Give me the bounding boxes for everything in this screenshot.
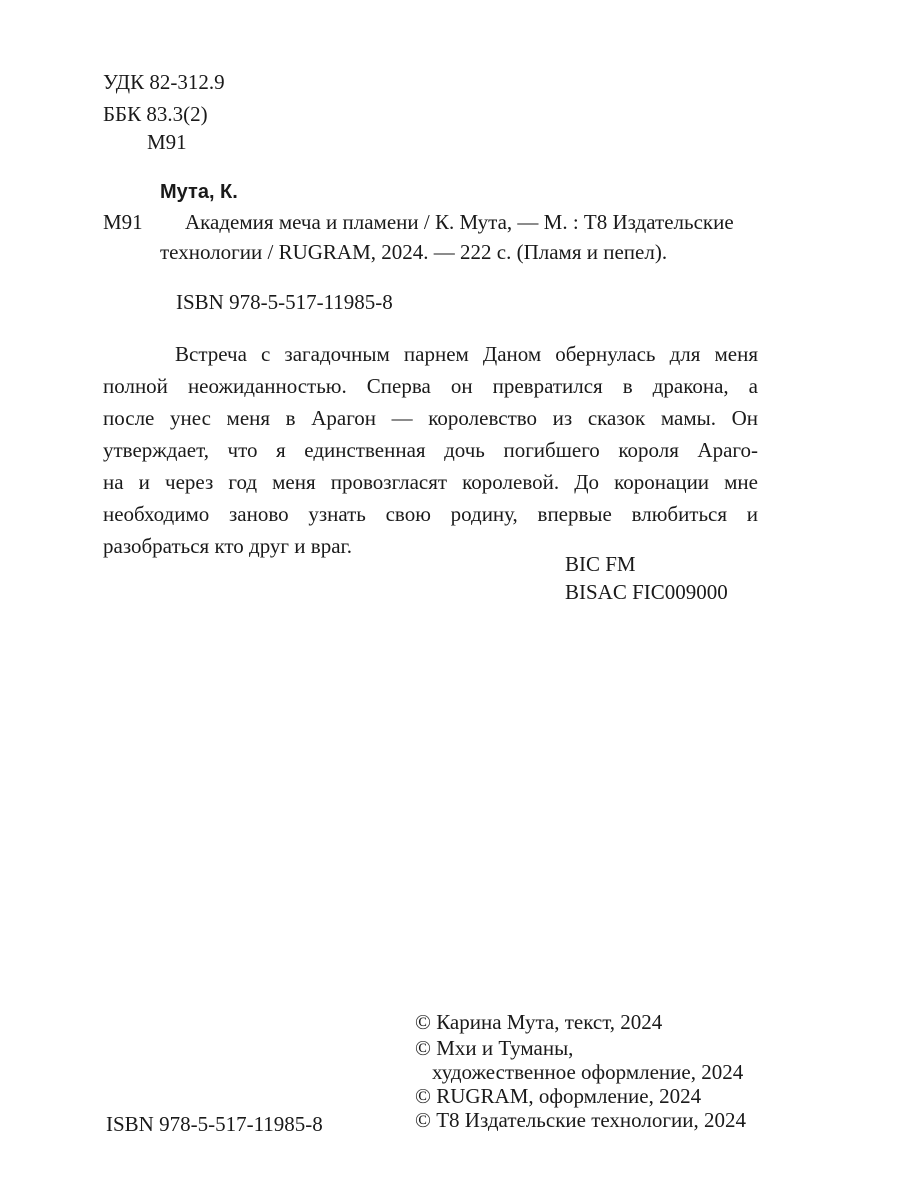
annotation-line: полной неожиданностью. Сперва он превратился в дракона, а: [103, 374, 758, 398]
bic-code: BIC FM: [565, 552, 636, 576]
annotation-line: на и через год меня провозгласят королевой. До коронации мне: [103, 470, 758, 494]
author-mark: М91: [147, 130, 187, 154]
bibliographic-publisher-line: технологии / RUGRAM, 2024. — 222 с. (Пламя и пепел).: [160, 240, 668, 264]
bibliographic-title-line: Академия меча и пламени / К. Мута, — М. : Т8 Издательские: [185, 210, 734, 234]
annotation-line: Встреча с загадочным парнем Даном обернулась для меня: [175, 342, 758, 366]
isbn-footer: ISBN 978-5-517-11985-8: [106, 1112, 323, 1136]
isbn-main: ISBN 978-5-517-11985-8: [176, 290, 393, 314]
author-heading: Мута, К.: [160, 181, 238, 203]
bibliographic-mark: М91: [103, 210, 143, 234]
annotation-line: утверждает, что я единственная дочь погибшего короля Араго-: [103, 438, 758, 462]
copyright-illustrator-role: художественное оформление, 2024: [432, 1060, 744, 1084]
bisac-code: BISAC FIC009000: [565, 580, 728, 604]
copyright-author: © Карина Мута, текст, 2024: [415, 1010, 663, 1034]
annotation-line: разобраться кто друг и враг.: [103, 534, 353, 558]
bbk-code: ББК 83.3(2): [103, 102, 208, 126]
udk-code: УДК 82-312.9: [103, 70, 225, 94]
annotation-line: необходимо заново узнать свою родину, впервые влюбиться и: [103, 502, 758, 526]
annotation-line: после унес меня в Арагон — королевство из сказок мамы. Он: [103, 406, 758, 430]
annotation-paragraph: [103, 338, 758, 562]
copyright-illustrator: © Мхи и Туманы,: [415, 1036, 574, 1060]
copyright-publisher: © Т8 Издательские технологии, 2024: [415, 1108, 746, 1132]
copyright-rugram: © RUGRAM, оформление, 2024: [415, 1084, 702, 1108]
